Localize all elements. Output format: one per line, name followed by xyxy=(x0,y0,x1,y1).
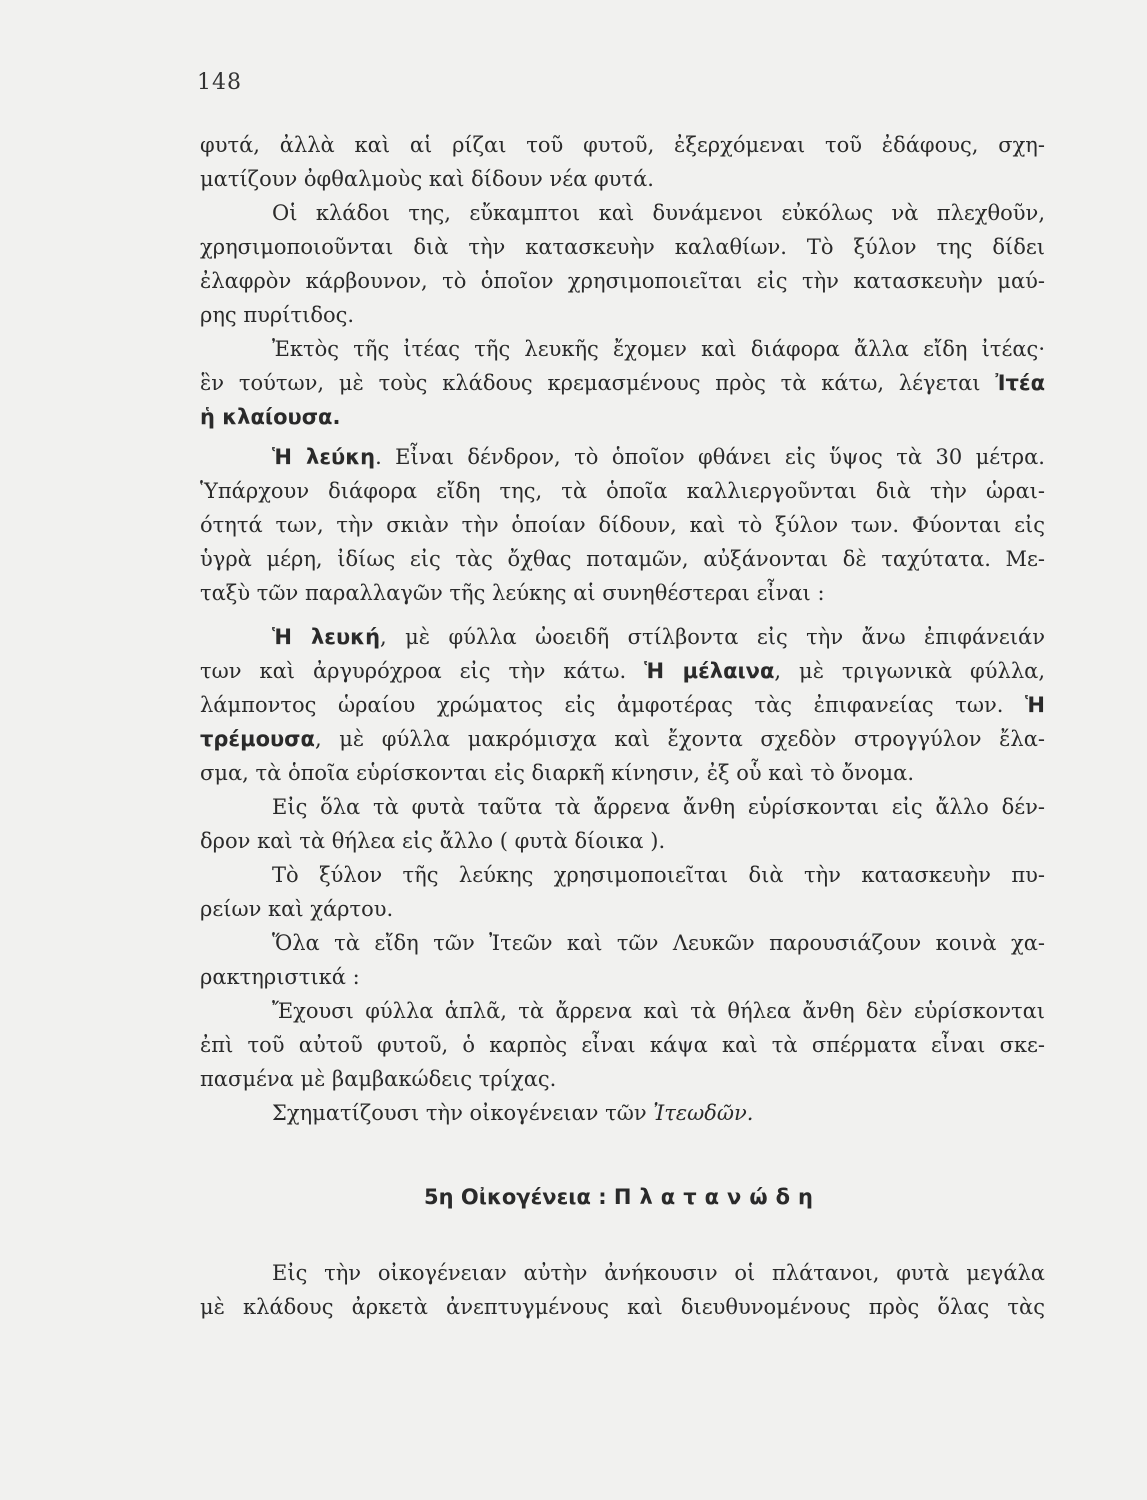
text-line xyxy=(200,654,1045,688)
term-melaina: Ἡ μέλαινα xyxy=(644,659,775,683)
text-line: Ὅλα τὰ εἴδη τῶν Ἰτεῶν καὶ τῶν Λευκῶν παρουσιάζουν κοινὰ χα- xyxy=(272,931,1045,955)
text-segment: των καὶ ἀργυρόχροα εἰς τὴν κάτω. xyxy=(200,659,645,683)
text-line: χρησιμοποιοῦνται διὰ τὴν κατασκευὴν καλαθίων. Τὸ ξύλον της δίδει xyxy=(200,235,1045,259)
text-segment: λάμποντος ὡραίου χρώματος εἰς ἀμφοτέρας τὰς ἐπιφανείας των. xyxy=(200,693,1026,717)
text-line: σμα, τὰ ὁποῖα εὑρίσκονται εἰς διαρκῆ κίνησιν, ἐξ οὗ καὶ τὸ ὄνομα. xyxy=(200,761,914,785)
text-line: Εἰς ὅλα τὰ φυτὰ ταῦτα τὰ ἄρρενα ἄνθη εὑρίσκονται εἰς ἄλλο δέν- xyxy=(272,795,1045,819)
heading-family-name: Πλατανώδη xyxy=(613,1185,821,1209)
text-line: Τὸ ξύλον τῆς λεύκης χρησιμοποιεῖται διὰ τὴν κατασκευὴν πυ- xyxy=(272,863,1045,887)
text-line: Ἐκτὸς τῆς ἰτέας τῆς λευκῆς ἔχομεν καὶ διάφορα ἄλλα εἴδη ἰτέας· xyxy=(272,337,1045,361)
text-line: φυτά, ἀλλὰ καὶ αἱ ρίζαι τοῦ φυτοῦ, ἐξερχόμεναι τοῦ ἐδάφους, σχη- xyxy=(200,133,1045,157)
text-line: Ὑπάρχουν διάφορα εἴδη της, τὰ ὁποῖα καλλιεργοῦνται διὰ τὴν ὡραι- xyxy=(200,479,1045,503)
text-line: ρακτηριστικά : xyxy=(200,965,360,989)
text-segment: ἓν τούτων, μὲ τοὺς κλάδους κρεμασμένους πρὸς τὰ κάτω, λέγεται xyxy=(200,371,996,395)
text-line xyxy=(200,722,1045,756)
text-line: ὑγρὰ μέρη, ἰδίως εἰς τὰς ὄχθας ποταμῶν, αὐξάνονται δὲ ταχύτατα. Με- xyxy=(200,547,1045,571)
text-line: Εἰς τὴν οἰκογένειαν αὐτὴν ἀνήκουσιν οἱ πλάτανοι, φυτὰ μεγάλα xyxy=(272,1261,1045,1285)
text-line: μὲ κλάδους ἀρκετὰ ἀνεπτυγμένους καὶ διευθυνομένους πρὸς ὅλας τὰς xyxy=(200,1295,1045,1319)
heading-label: 5η Οἰκογένεια : xyxy=(424,1185,614,1209)
text-line: Ἔχουσι φύλλα ἁπλᾶ, τὰ ἄρρενα καὶ τὰ θήλεα ἄνθη δὲν εὑρίσκονται xyxy=(272,999,1045,1023)
text-segment: . Εἶναι δένδρον, τὸ ὁποῖον φθάνει εἰς ὕψος τὰ 30 μέτρα. xyxy=(375,445,1045,469)
text-line xyxy=(200,400,340,434)
text-line: ἐλαφρὸν κάρβουνον, τὸ ὁποῖον χρησιμοποιεῖται εἰς τὴν κατασκευὴν μαύ- xyxy=(200,269,1045,293)
term-leuki: Ἡ λεύκη xyxy=(272,445,376,469)
species-name-itea: Ἰτέα xyxy=(995,371,1045,395)
text-line: ότητά των, τὴν σκιὰν τὴν ὁποίαν δίδουν, καὶ τὸ ξύλον των. Φύονται εἰς xyxy=(200,513,1045,537)
text-segment: , μὲ φύλλα μακρόμισχα καὶ ἔχοντα σχεδὸν στρογγύλον ἔλα- xyxy=(314,727,1045,751)
term-tremousa-start: Ἡ xyxy=(1025,693,1045,717)
text-line xyxy=(200,366,1045,400)
text-line xyxy=(200,688,1045,722)
text-line: ρης πυρίτιδος. xyxy=(200,303,355,327)
text-line: Οἱ κλάδοι της, εὔκαμπτοι καὶ δυνάμενοι εὐκόλως νὰ πλεχθοῦν, xyxy=(272,201,1045,225)
text-line: ρείων καὶ χάρτου. xyxy=(200,897,394,921)
text-line xyxy=(272,620,1045,654)
term-lefki-white: Ἡ λευκή xyxy=(272,625,381,649)
text-line: ἐπὶ τοῦ αὐτοῦ φυτοῦ, ὁ καρπὸς εἶναι κάψα καὶ τὰ σπέρματα εἶναι σκε- xyxy=(200,1033,1045,1057)
text-line: ματίζουν ὀφθαλμοὺς καὶ δίδουν νέα φυτά. xyxy=(200,167,654,191)
text-segment: , μὲ φύλλα ὠοειδῆ στίλβοντα εἰς τὴν ἄνω ἐπιφάνειάν xyxy=(380,625,1045,649)
text-segment: , μὲ τριγωνικὰ φύλλα, xyxy=(774,659,1046,683)
page-number: 148 xyxy=(197,70,242,95)
species-name-klaiousa: ἡ κλαίουσα. xyxy=(200,405,341,429)
text-line xyxy=(272,1096,753,1130)
text-line xyxy=(272,440,1045,474)
family-name-iteodon: Ἰτεωδῶν. xyxy=(653,1101,754,1125)
text-segment: Σχηματίζουσι τὴν οἰκογένειαν τῶν xyxy=(272,1101,654,1125)
section-heading xyxy=(200,1180,1045,1214)
text-line: πασμένα μὲ βαμβακώδεις τρίχας. xyxy=(200,1067,557,1091)
text-line: ταξὺ τῶν παραλλαγῶν τῆς λεύκης αἱ συνηθέστεραι εἶναι : xyxy=(200,581,825,605)
term-tremousa: τρέμουσα xyxy=(200,727,315,751)
text-line: δρον καὶ τὰ θήλεα εἰς ἄλλο ( φυτὰ δίοικα ). xyxy=(200,829,666,853)
